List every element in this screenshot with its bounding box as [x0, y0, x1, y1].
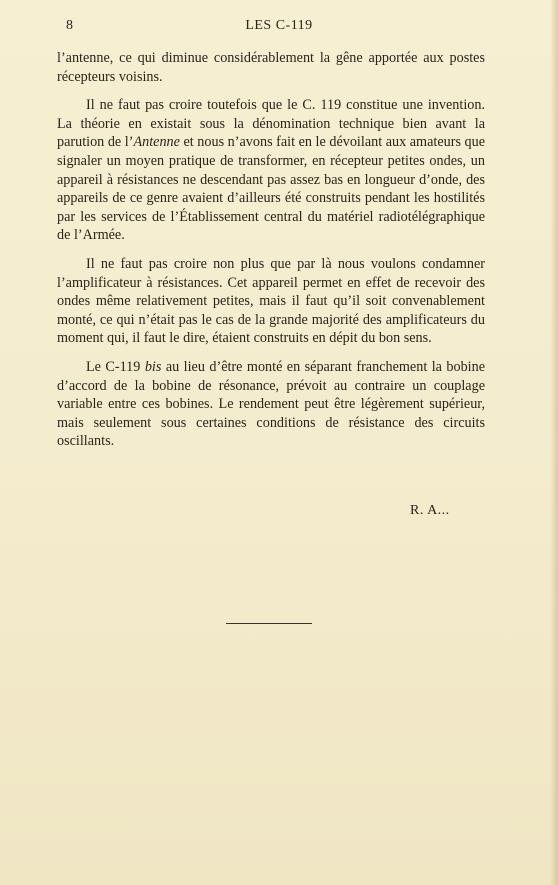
section-end-rule: [226, 623, 312, 624]
paragraph-text: Le C-119: [86, 358, 145, 375]
paragraph-0: [57, 49, 485, 86]
page-number: 8: [66, 18, 73, 33]
author-signature: R. A...: [410, 503, 450, 518]
italic-text: bis: [144, 358, 162, 375]
paragraph-text: et nous n’avons fait en le dévoilant aux amateurs que signaler un moyen pratique de transformer, en récepteur petites ondes, un appareil à résistances ne descendant pas assez bas en longueur d’onde, des appareils de ce genre avaient d’ailleurs été construits pendant les hostilités par les services de l’Établissement central du matériel radiotélégraphique de l’Armée.: [57, 134, 486, 244]
paragraph-2: [57, 255, 485, 348]
italic-text: Antenne: [133, 134, 180, 151]
page-header: [0, 18, 558, 40]
paragraph-1: [57, 96, 485, 245]
body-text: [57, 49, 485, 461]
paragraph-text: au lieu d’être monté en séparant franchement la bobine d’accord de la bobine de résonance, prévoit au contraire un couplage variable entre ces bobines. Le rendement peut être légèrement supérieur, mais seulement sous certaines conditions de résistance des circuits oscillants.: [57, 358, 486, 450]
page-edge-shadow: [550, 0, 558, 885]
paragraph-text: l’antenne, ce qui diminue considérablement la gêne apportée aux postes récepteurs voisins.: [57, 50, 485, 85]
running-title: LES C-119: [245, 18, 313, 33]
paragraph-text: Il ne faut pas croire non plus que par là nous voulons condamner l’amplificateur à résistances. Cet appareil permet en effet de recevoir des ondes même relativement petites, mais il faut qu’il soit convenablement monté, ce qui n’était pas le cas de la grande majorité des amplificateurs du moment qui, il faut le dire, étaient construits en dépit du bon sens.: [57, 255, 485, 347]
paragraph-3: [57, 358, 485, 451]
paragraph-text: Il ne faut pas croire toutefois que le C. 119 constitue une invention. La théorie en existait sous la dénomination technique bien avant la parution de l’: [57, 97, 485, 151]
